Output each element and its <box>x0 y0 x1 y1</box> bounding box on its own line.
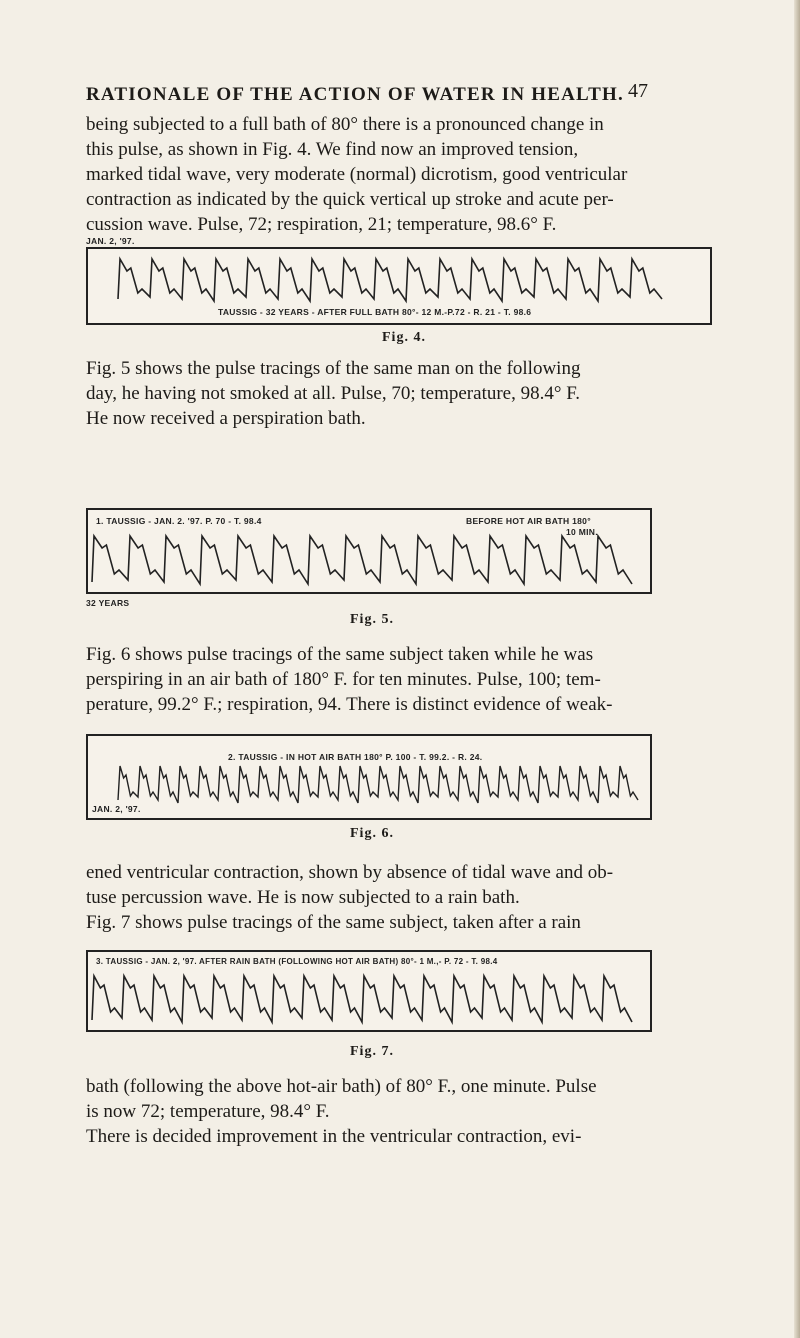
fig6-pulse-trace <box>88 736 650 818</box>
paragraph-5 <box>86 1074 706 1149</box>
text-line: cussion wave. Pulse, 72; respiration, 21; temperature, 98.6° F. <box>86 214 557 235</box>
text-line: Fig. 6 shows pulse tracings of the same subject taken while he was <box>86 644 594 665</box>
figure-7-tracing <box>86 950 652 1032</box>
fig4-trace-label: TAUSSIG - 32 YEARS - AFTER FULL BATH 80°- 12 M.-P.72 - R. 21 - T. 98.6 <box>218 307 532 317</box>
fig6-trace-label: 2. TAUSSIG - IN HOT AIR BATH 180° P. 100 - T. 99.2. - R. 24. <box>228 752 483 762</box>
figure-6-tracing <box>86 734 652 820</box>
fig4-date-label: JAN. 2, '97. <box>86 236 135 246</box>
text-line: There is decided improvement in the ventricular contraction, evi- <box>86 1126 582 1147</box>
text-line: this pulse, as shown in Fig. 4. We find now an improved tension, <box>86 139 579 160</box>
text-line: ened ventricular contraction, shown by absence of tidal wave and ob- <box>86 862 614 883</box>
paragraph-2 <box>86 356 706 431</box>
page-edge-shadow <box>794 0 800 1338</box>
text-line: tuse percussion wave. He is now subjected to a rain bath. <box>86 887 520 908</box>
paragraph-1 <box>86 112 706 237</box>
figure-4-tracing <box>86 247 712 325</box>
fig6-date-label: JAN. 2, '97. <box>92 804 141 814</box>
fig6-trace-path <box>118 766 638 803</box>
fig5-caption: Fig. 5. <box>350 612 394 627</box>
fig5-age-label: 32 YEARS <box>86 598 130 608</box>
text-line: being subjected to a full bath of 80° there is a pronounced change in <box>86 114 604 135</box>
text-line: He now received a perspiration bath. <box>86 408 366 429</box>
text-line: perspiring in an air bath of 180° F. for ten minutes. Pulse, 100; tem- <box>86 669 601 690</box>
text-line: marked tidal wave, very moderate (normal) dicrotism, good ventricular <box>86 164 628 185</box>
fig5-note-label: BEFORE HOT AIR BATH 180° <box>466 516 591 526</box>
text-line: contraction as indicated by the quick vertical up stroke and acute per- <box>86 189 614 210</box>
fig5-note-label-2: 10 MIN. <box>566 527 598 537</box>
text-line: bath (following the above hot-air bath) of 80° F., one minute. Pulse <box>86 1076 597 1097</box>
fig7-trace-path <box>92 976 632 1022</box>
fig7-trace-label: 3. TAUSSIG - JAN. 2, '97. AFTER RAIN BATH (FOLLOWING HOT AIR BATH) 80°- 1 M.,- P. 72 - T. 98.4 <box>96 957 498 966</box>
fig5-trace-path <box>92 536 632 584</box>
text-line: perature, 99.2° F.; respiration, 94. There is distinct evidence of weak- <box>86 694 613 715</box>
fig7-caption: Fig. 7. <box>350 1044 394 1059</box>
text-line: Fig. 5 shows the pulse tracings of the same man on the following <box>86 358 581 379</box>
paragraph-3 <box>86 642 706 717</box>
text-line: day, he having not smoked at all. Pulse, 70; temperature, 98.4° F. <box>86 383 580 404</box>
fig4-trace-path <box>118 259 662 301</box>
text-line: is now 72; temperature, 98.4° F. <box>86 1101 330 1122</box>
text-line: Fig. 7 shows pulse tracings of the same subject, taken after a rain <box>86 912 581 933</box>
page-number: 47 <box>628 80 648 102</box>
figure-5-tracing <box>86 508 652 594</box>
fig5-trace-label: 1. TAUSSIG - JAN. 2. '97. P. 70 - T. 98.4 <box>96 516 262 526</box>
paragraph-4 <box>86 860 706 935</box>
running-head: RATIONALE OF THE ACTION OF WATER IN HEALTH. <box>86 84 624 105</box>
fig4-caption: Fig. 4. <box>382 330 426 345</box>
fig6-caption: Fig. 6. <box>350 826 394 841</box>
